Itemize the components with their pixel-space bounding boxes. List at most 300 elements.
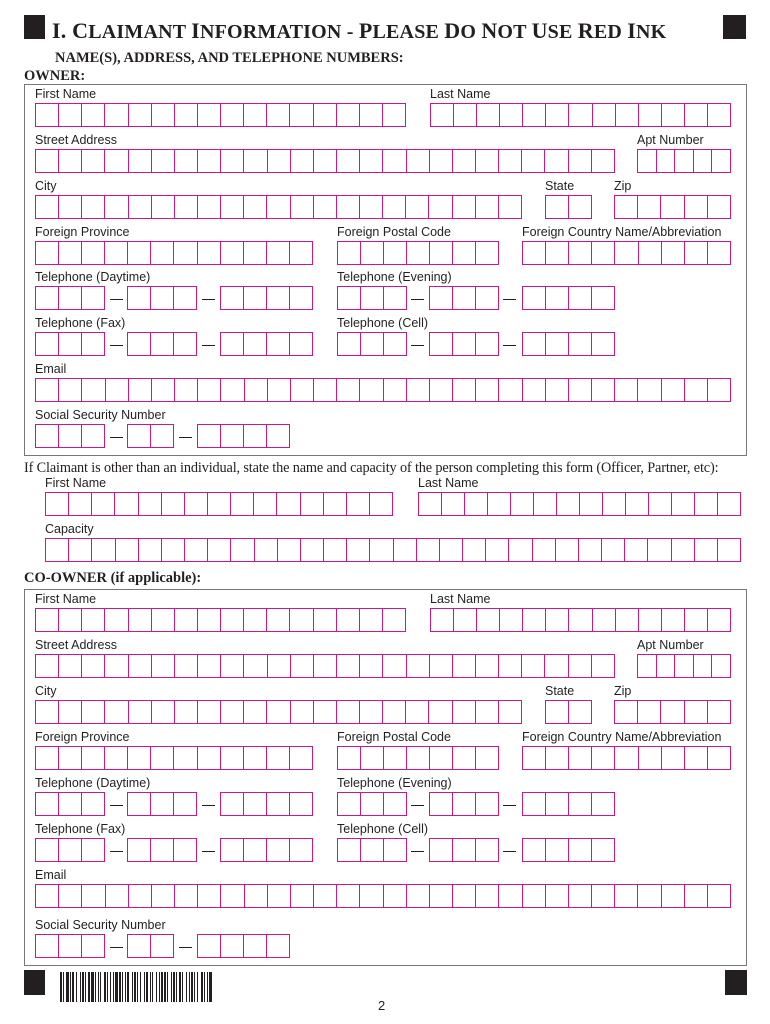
owner-apt-number-field[interactable] [637, 149, 731, 173]
dash-separator [110, 947, 123, 948]
character-cell [430, 793, 453, 815]
owner-phone-cell-area[interactable] [337, 332, 407, 356]
character-cell [638, 885, 661, 907]
character-cell [59, 701, 82, 723]
character-cell [291, 885, 314, 907]
character-cell [36, 839, 59, 861]
character-cell [338, 287, 361, 309]
coowner-first-name-field[interactable] [35, 608, 406, 632]
character-cell [151, 839, 174, 861]
character-cell [708, 747, 730, 769]
character-cell [152, 379, 175, 401]
character-cell [290, 839, 312, 861]
character-cell [500, 104, 523, 126]
character-cell [185, 493, 208, 515]
registration-mark-top-right [723, 15, 746, 39]
character-cell [638, 196, 661, 218]
registration-mark-bottom-left [24, 970, 45, 995]
owner-phone-cell-prefix[interactable] [429, 332, 499, 356]
character-cell [569, 655, 592, 677]
character-cell [593, 104, 616, 126]
coowner-foreign-province-field[interactable] [35, 746, 313, 770]
character-cell [278, 539, 301, 561]
character-cell [592, 150, 614, 172]
dash-separator [179, 947, 192, 948]
owner-phone-daytime-area[interactable] [35, 286, 105, 310]
character-cell [406, 196, 429, 218]
character-cell [82, 655, 105, 677]
character-cell [638, 379, 661, 401]
character-cell [128, 839, 151, 861]
character-cell [430, 839, 453, 861]
registration-mark-top-left [24, 15, 45, 39]
character-cell [523, 839, 546, 861]
character-cell [546, 196, 569, 218]
coowner-apt-number-field[interactable] [637, 654, 731, 678]
character-cell [546, 104, 569, 126]
owner-foreign-province-field[interactable] [35, 241, 313, 265]
character-cell [523, 793, 546, 815]
character-cell [685, 701, 708, 723]
character-cell [267, 609, 290, 631]
character-cell [580, 493, 603, 515]
character-cell [82, 150, 105, 172]
character-cell [291, 196, 314, 218]
character-cell [384, 379, 407, 401]
character-cell [129, 609, 152, 631]
coowner-phone-evening-area[interactable] [337, 792, 407, 816]
character-cell [546, 287, 569, 309]
character-cell [221, 609, 244, 631]
character-cell [522, 150, 545, 172]
character-cell [523, 885, 546, 907]
character-cell [36, 287, 59, 309]
owner-phone-fax-area[interactable] [35, 332, 105, 356]
character-cell [477, 104, 500, 126]
owner-phone-evening-line[interactable] [522, 286, 615, 310]
character-cell [476, 379, 499, 401]
character-cell [593, 609, 616, 631]
character-cell [244, 333, 267, 355]
owner-phone-fax-prefix[interactable] [127, 332, 197, 356]
character-cell [151, 333, 174, 355]
owner-phone-evening-prefix[interactable] [429, 286, 499, 310]
section-subtitle: NAME(S), ADDRESS, AND TELEPHONE NUMBERS: [55, 50, 404, 66]
character-cell [685, 379, 708, 401]
character-cell [639, 242, 662, 264]
owner-city-field[interactable] [35, 195, 522, 219]
character-cell [314, 701, 337, 723]
character-cell [639, 104, 662, 126]
character-cell [338, 333, 361, 355]
character-cell [534, 493, 557, 515]
character-cell [476, 701, 499, 723]
character-cell [198, 885, 221, 907]
owner-foreign-postal-code-field[interactable] [337, 241, 499, 265]
character-cell [694, 150, 713, 172]
dash-separator [179, 437, 192, 438]
character-cell [268, 885, 291, 907]
dash-separator [110, 805, 123, 806]
owner-phone-cell-line[interactable] [522, 332, 615, 356]
character-cell [533, 539, 556, 561]
character-cell [649, 493, 672, 515]
character-cell [557, 493, 580, 515]
owner-phone-fax-label: Telephone (Fax) [35, 316, 126, 330]
character-cell [360, 104, 383, 126]
character-cell [384, 242, 407, 264]
character-cell [338, 242, 361, 264]
character-cell [509, 539, 532, 561]
character-cell [453, 793, 476, 815]
character-cell [476, 242, 498, 264]
coowner-foreign-country-label: Foreign Country Name/Abbreviation [522, 730, 722, 744]
character-cell [569, 150, 592, 172]
character-cell [175, 196, 198, 218]
character-cell [476, 196, 499, 218]
character-cell [407, 885, 430, 907]
character-cell [592, 287, 614, 309]
character-cell [417, 539, 440, 561]
owner-state-field[interactable] [545, 195, 592, 219]
character-cell [694, 655, 713, 677]
owner-email-field[interactable] [35, 378, 731, 402]
coowner-phone-fax-prefix[interactable] [127, 838, 197, 862]
character-cell [453, 655, 476, 677]
character-cell [338, 793, 361, 815]
character-cell [476, 287, 498, 309]
character-cell [129, 150, 152, 172]
character-cell [477, 609, 500, 631]
character-cell [430, 242, 453, 264]
character-cell [662, 242, 685, 264]
character-cell [337, 150, 360, 172]
owner-ssn-label: Social Security Number [35, 408, 166, 422]
character-cell [244, 609, 267, 631]
character-cell [360, 655, 383, 677]
owner-first-name-field[interactable] [35, 103, 406, 127]
character-cell [59, 150, 82, 172]
character-cell [290, 793, 312, 815]
character-cell [546, 379, 569, 401]
owner-first-name-label: First Name [35, 87, 97, 101]
character-cell [476, 839, 498, 861]
character-cell [453, 287, 476, 309]
character-cell [546, 609, 569, 631]
owner-ssn-part3[interactable] [197, 424, 290, 448]
character-cell [244, 425, 267, 447]
character-cell [486, 539, 509, 561]
character-cell [59, 839, 82, 861]
coowner-ssn-label: Social Security Number [35, 918, 166, 932]
character-cell [221, 701, 244, 723]
character-cell [419, 493, 442, 515]
coowner-foreign-postal-code-field[interactable] [337, 746, 499, 770]
character-cell [82, 701, 105, 723]
owner-last-name-field[interactable] [430, 103, 731, 127]
character-cell [708, 242, 730, 264]
character-cell [407, 379, 430, 401]
coowner-ssn-part2[interactable] [127, 934, 174, 958]
character-cell [175, 885, 198, 907]
character-cell [546, 839, 569, 861]
character-cell [602, 539, 625, 561]
coowner-foreign-country-field[interactable] [522, 746, 731, 770]
character-cell [244, 150, 267, 172]
character-cell [453, 747, 476, 769]
character-cell [267, 793, 290, 815]
character-cell [500, 609, 523, 631]
character-cell [59, 747, 82, 769]
character-cell [105, 196, 128, 218]
character-cell [82, 242, 105, 264]
character-cell [569, 196, 591, 218]
character-cell [82, 104, 105, 126]
coowner-phone-cell-area[interactable] [337, 838, 407, 862]
character-cell [324, 493, 347, 515]
owner-phone-cell-label: Telephone (Cell) [337, 316, 429, 330]
coowner-street-address-field[interactable] [35, 654, 615, 678]
character-cell [268, 655, 291, 677]
character-cell [185, 539, 208, 561]
character-cell [290, 287, 312, 309]
character-cell [254, 493, 277, 515]
character-cell [314, 150, 337, 172]
character-cell [198, 747, 221, 769]
character-cell [290, 747, 312, 769]
character-cell [360, 701, 383, 723]
character-cell [59, 793, 82, 815]
character-cell [82, 379, 105, 401]
character-cell [221, 425, 244, 447]
owner-ssn-part1[interactable] [35, 424, 105, 448]
character-cell [46, 539, 69, 561]
rep-first-name-field[interactable] [45, 492, 393, 516]
character-cell [198, 196, 221, 218]
owner-phone-evening-area[interactable] [337, 286, 407, 310]
character-cell [106, 379, 129, 401]
character-cell [675, 655, 694, 677]
character-cell [708, 196, 730, 218]
character-cell [106, 885, 129, 907]
character-cell [36, 242, 59, 264]
character-cell [267, 935, 289, 957]
character-cell [174, 747, 197, 769]
character-cell [36, 425, 59, 447]
coowner-email-field[interactable] [35, 884, 731, 908]
dash-separator [503, 851, 516, 852]
owner-email-label: Email [35, 362, 67, 376]
character-cell [36, 701, 59, 723]
character-cell [337, 885, 360, 907]
coowner-last-name-field[interactable] [430, 608, 731, 632]
owner-phone-daytime-prefix[interactable] [127, 286, 197, 310]
character-cell [431, 104, 454, 126]
character-cell [151, 793, 174, 815]
character-cell [129, 379, 152, 401]
character-cell [407, 242, 430, 264]
character-cell [476, 333, 498, 355]
character-cell [662, 379, 685, 401]
owner-street-address-label: Street Address [35, 133, 117, 147]
character-cell [523, 333, 546, 355]
character-cell [231, 539, 254, 561]
character-cell [522, 655, 545, 677]
owner-foreign-country-label: Foreign Country Name/Abbreviation [522, 225, 722, 239]
coowner-state-field[interactable] [545, 700, 592, 724]
character-cell [59, 379, 82, 401]
character-cell [476, 793, 498, 815]
character-cell [152, 701, 175, 723]
character-cell [406, 701, 429, 723]
owner-zip-field[interactable] [614, 195, 731, 219]
owner-city-label: City [35, 179, 57, 193]
coowner-phone-cell-line[interactable] [522, 838, 615, 862]
character-cell [221, 333, 244, 355]
character-cell [82, 287, 104, 309]
character-cell [592, 885, 615, 907]
character-cell [499, 379, 522, 401]
rep-capacity-field[interactable] [45, 538, 741, 562]
character-cell [129, 701, 152, 723]
character-cell [476, 150, 499, 172]
character-cell [523, 287, 546, 309]
character-cell [267, 425, 289, 447]
character-cell [59, 333, 82, 355]
character-cell [638, 701, 661, 723]
character-cell [151, 242, 174, 264]
character-cell [244, 242, 267, 264]
coowner-first-name-label: First Name [35, 592, 97, 606]
character-cell [268, 150, 291, 172]
character-cell [208, 539, 231, 561]
character-cell [407, 655, 430, 677]
character-cell [221, 839, 244, 861]
owner-foreign-postal-code-label: Foreign Postal Code [337, 225, 451, 239]
character-cell [639, 747, 662, 769]
character-cell [615, 379, 638, 401]
character-cell [174, 839, 196, 861]
character-cell [546, 242, 569, 264]
character-cell [36, 935, 59, 957]
owner-phone-fax-line[interactable] [220, 332, 313, 356]
coowner-phone-cell-label: Telephone (Cell) [337, 822, 429, 836]
character-cell [616, 609, 639, 631]
character-cell [476, 655, 499, 677]
coowner-zip-label: Zip [614, 684, 632, 698]
character-cell [268, 379, 291, 401]
coowner-city-field[interactable] [35, 700, 522, 724]
character-cell [92, 493, 115, 515]
coowner-phone-fax-area[interactable] [35, 838, 105, 862]
character-cell [431, 609, 454, 631]
character-cell [291, 701, 314, 723]
character-cell [152, 885, 175, 907]
character-cell [198, 609, 221, 631]
character-cell [82, 793, 104, 815]
dash-separator [503, 345, 516, 346]
character-cell [708, 885, 730, 907]
character-cell [82, 747, 105, 769]
coowner-phone-evening-prefix[interactable] [429, 792, 499, 816]
coowner-phone-daytime-line[interactable] [220, 792, 313, 816]
coowner-phone-cell-prefix[interactable] [429, 838, 499, 862]
character-cell [454, 609, 477, 631]
character-cell [662, 885, 685, 907]
character-cell [221, 150, 244, 172]
section-title: I. CLAIMANT INFORMATION - PLEASE DO NOT USE RED INK [52, 18, 667, 43]
character-cell [569, 287, 592, 309]
coowner-city-label: City [35, 684, 57, 698]
coowner-ssn-part1[interactable] [35, 934, 105, 958]
character-cell [361, 793, 384, 815]
character-cell [162, 539, 185, 561]
character-cell [198, 150, 221, 172]
character-cell [36, 104, 59, 126]
owner-state-label: State [545, 179, 575, 193]
character-cell [174, 793, 196, 815]
character-cell [545, 150, 568, 172]
coowner-phone-daytime-area[interactable] [35, 792, 105, 816]
coowner-zip-field[interactable] [614, 700, 731, 724]
rep-first-name-label: First Name [45, 476, 107, 490]
character-cell [546, 885, 569, 907]
character-cell [174, 242, 197, 264]
character-cell [685, 885, 708, 907]
coowner-phone-fax-line[interactable] [220, 838, 313, 862]
character-cell [314, 655, 337, 677]
character-cell [267, 747, 290, 769]
character-cell [128, 242, 151, 264]
character-cell [59, 425, 82, 447]
rep-last-name-field[interactable] [418, 492, 741, 516]
coowner-phone-daytime-prefix[interactable] [127, 792, 197, 816]
character-cell [638, 655, 657, 677]
owner-foreign-country-field[interactable] [522, 241, 731, 265]
owner-phone-daytime-line[interactable] [220, 286, 313, 310]
coowner-heading: CO-OWNER (if applicable): [24, 570, 202, 586]
coowner-ssn-part3[interactable] [197, 934, 290, 958]
owner-street-address-field[interactable] [35, 149, 615, 173]
rep-last-name-label: Last Name [418, 476, 479, 490]
owner-foreign-province-label: Foreign Province [35, 225, 130, 239]
owner-ssn-part2[interactable] [127, 424, 174, 448]
character-cell [546, 793, 569, 815]
character-cell [290, 242, 312, 264]
character-cell [337, 655, 360, 677]
dash-separator [110, 345, 123, 346]
character-cell [592, 242, 615, 264]
character-cell [695, 539, 718, 561]
character-cell [708, 701, 730, 723]
owner-phone-evening-label: Telephone (Evening) [337, 270, 452, 284]
character-cell [36, 379, 59, 401]
coowner-phone-evening-line[interactable] [522, 792, 615, 816]
character-cell [662, 609, 685, 631]
character-cell [277, 493, 300, 515]
character-cell [267, 333, 290, 355]
character-cell [569, 104, 592, 126]
character-cell [255, 539, 278, 561]
character-cell [36, 150, 59, 172]
dash-separator [110, 851, 123, 852]
dash-separator [411, 805, 424, 806]
coowner-phone-evening-label: Telephone (Evening) [337, 776, 452, 790]
character-cell [499, 150, 522, 172]
character-cell [407, 747, 430, 769]
character-cell [105, 104, 128, 126]
character-cell [244, 104, 267, 126]
